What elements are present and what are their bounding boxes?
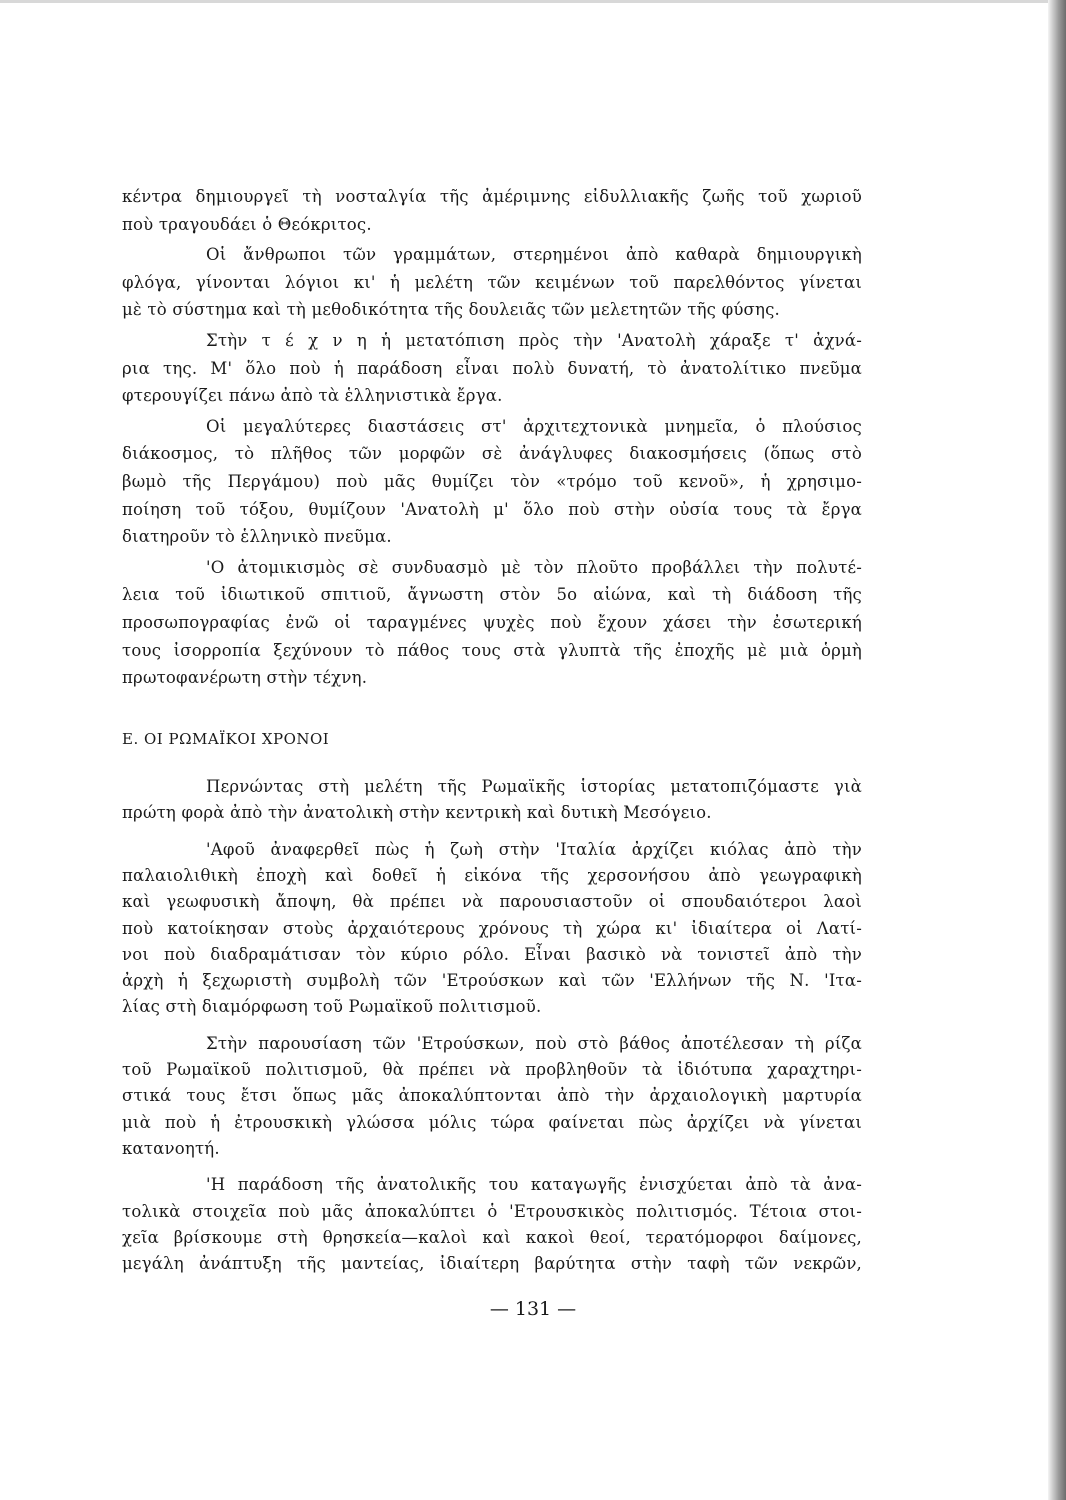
scan-right-edge	[1048, 0, 1066, 1500]
text-line: προσωπογραφίας ἐνῶ οἱ ταραγμένες ψυχὲς ποὺ ἔχουν χάσει τὴν ἐσωτερική	[122, 613, 862, 632]
text-line: λεια τοῦ ἰδιωτικοῦ σπιτιοῦ, ἄγνωστη στὸν 5ο αἰώνα, καὶ τὴ διάδοση τῆς	[122, 585, 862, 605]
text-line: Στὴν τ έ χ ν η ἡ μετατόπιση πρὸς τὴν 'Ανατολὴ χάραξε τ' ἀχνά-	[206, 331, 862, 350]
text-line: χεῖα βρίσκουμε στὴ θρησκεία—καλοὶ καὶ κακοὶ θεοί, τερατόμορφοι δαίμονες,	[122, 1227, 862, 1247]
text-line: ρια της. Μ' ὅλο ποὺ ἡ παράδοση εἶναι πολὺ δυνατή, τὸ ἀνατολίτικο πνεῦμα	[122, 358, 862, 378]
text-line: πρώτη φορὰ ἀπὸ τὴν ἀνατολικὴ στὴν κεντρικὴ καὶ δυτικὴ Μεσόγειο.	[122, 803, 712, 823]
text-line: Στὴν παρουσίαση τῶν 'Ετρούσκων, ποὺ στὸ βάθος ἀποτέλεσαν τὴ ρίζα	[206, 1033, 862, 1053]
text-line: μιὰ ποὺ ἡ ἐτρουσκικὴ γλώσσα μόλις τώρα φαίνεται πὼς ἀρχίζει νὰ γίνεται	[122, 1112, 862, 1132]
text-line: ποὺ κατοίκησαν στοὺς ἀρχαιότερους χρόνους τὴ χώρα κι' ἰδιαίτερα οἱ Λατί-	[122, 918, 862, 938]
text-line: 'Η παράδοση τῆς ἀνατολικῆς του καταγωγῆς ἐνισχύεται ἀπὸ τὰ ἀνα-	[206, 1175, 862, 1195]
text-line: διατηροῦν τὸ ἑλληνικὸ πνεῦμα.	[122, 527, 392, 547]
text-line: τοῦ Ρωμαϊκοῦ πολιτισμοῦ, θὰ πρέπει νὰ προβληθοῦν τὰ ἰδιότυπα χαραχτηρι-	[122, 1060, 862, 1079]
text-line: ποίηση τοῦ τόξου, θυμίζουν 'Ανατολὴ μ' ὅλο ποὺ στὴν οὐσία τους τὰ ἔργα	[122, 499, 862, 519]
text-line: νοι ποὺ διαδραμάτισαν τὸν κύριο ρόλο. Εἶναι βασικὸ νὰ τονιστεῖ ἀπὸ τὴν	[122, 944, 862, 964]
text-line: μὲ τὸ σύστημα καὶ τὴ μεθοδικότητα τῆς δουλειᾶς τῶν μελετητῶν τῆς φύσης.	[122, 300, 780, 320]
page-number: — 131 —	[489, 1298, 577, 1320]
scan-top-edge	[0, 0, 1066, 3]
text-line: καὶ γεωφυσικὴ ἄποψη, θὰ πρέπει νὰ παρουσιαστοῦν οἱ σπουδαιότεροι λαοὶ	[122, 892, 862, 912]
text-line: διάκοσμος, τὸ πλῆθος τῶν μορφῶν σὲ ἀνάγλυφες διακοσμήσεις (ὅπως στὸ	[122, 444, 862, 464]
text-line: μεγάλη ἀνάπτυξη τῆς μαντείας, ἰδιαίτερη βαρύτητα στὴν ταφὴ τῶν νεκρῶν,	[122, 1254, 862, 1274]
text-line: Οἱ μεγαλύτερες διαστάσεις στ' ἀρχιτεχτονικὰ μνημεῖα, ὁ πλούσιος	[206, 416, 862, 436]
text-line: βωμὸ τῆς Περγάμου) ποὺ μᾶς θυμίζει τὸν «τρόμο τοῦ κενοῦ», ἡ χρησιμο-	[122, 472, 862, 491]
text-line: λίας στὴ διαμόρφωση τοῦ Ρωμαϊκοῦ πολιτισμοῦ.	[122, 997, 542, 1017]
text-line: κέντρα δημιουργεῖ τὴ νοσταλγία τῆς ἀμέριμνης εἰδυλλιακῆς ζωῆς τοῦ χωριοῦ	[122, 187, 862, 206]
section-heading: Ε. ΟΙ ΡΩΜΑΪΚΟΙ ΧΡΟΝΟΙ	[122, 730, 330, 748]
text-line: 'Αφοῦ ἀναφερθεῖ πὼς ἡ ζωὴ στὴν 'Ιταλία ἀρχίζει κιόλας ἀπὸ τὴν	[206, 839, 862, 859]
text-line: φτερουγίζει πάνω ἀπὸ τὰ ἑλληνιστικὰ ἔργα.	[122, 386, 503, 406]
text-line: Περνώντας στὴ μελέτη τῆς Ρωμαϊκῆς ἱστορίας μετατοπιζόμαστε γιὰ	[206, 777, 862, 796]
text-line: ἀρχὴ ἡ ξεχωριστὴ συμβολὴ τῶν 'Ετρούσκων καὶ τῶν 'Ελλήνων τῆς Ν. 'Ιτα-	[122, 971, 862, 991]
text-line: τολικὰ στοιχεῖα ποὺ μᾶς ἀποκαλύπτει ὁ 'Ετρουσκικὸς πολιτισμός. Τέτοια στοι-	[122, 1201, 862, 1221]
text-line: 'Ο ἀτομικισμὸς σὲ συνδυασμὸ μὲ τὸν πλοῦτο προβάλλει τὴν πολυτέ-	[206, 557, 862, 577]
text-line: παλαιολιθικὴ ἐποχὴ καὶ δοθεῖ ἡ εἰκόνα τῆς χερσονήσου ἀπὸ γεωγραφικὴ	[122, 865, 862, 885]
text-line: Οἱ ἄνθρωποι τῶν γραμμάτων, στερημένοι ἀπὸ καθαρὰ δημιουργικὴ	[206, 245, 862, 265]
text-line: φλόγα, γίνονται λόγιοι κι' ἡ μελέτη τῶν κειμένων τοῦ παρελθόντος γίνεται	[122, 272, 862, 292]
text-line: ποὺ τραγουδάει ὁ Θεόκριτος.	[122, 214, 372, 234]
text-line: κατανοητή.	[122, 1138, 220, 1158]
text-line: στικά τους ἔτσι ὅπως μᾶς ἀποκαλύπτονται ἀπὸ τὴν ἀρχαιολογικὴ μαρτυρία	[122, 1086, 862, 1106]
text-line: πρωτοφανέρωτη στὴν τέχνη.	[122, 668, 368, 688]
text-line: τους ἰσορροπία ξεχύνουν τὸ πάθος τους στὰ γλυπτὰ τῆς ἐποχῆς μὲ μιὰ ὁρμὴ	[122, 640, 862, 660]
